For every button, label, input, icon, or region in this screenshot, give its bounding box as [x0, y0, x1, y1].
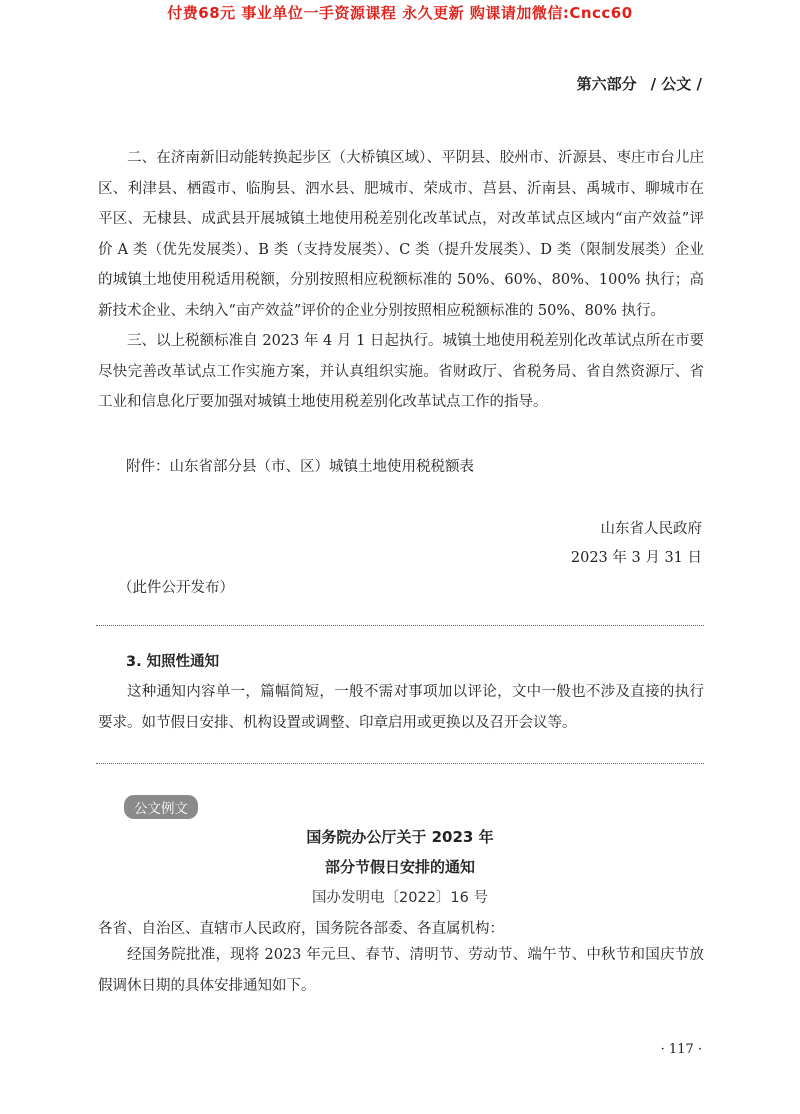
watermark-banner: 付费68元 事业单位一手资源课程 永久更新 购课请加微信:Cncc60 [167, 4, 633, 22]
issuer-signature: 山东省人民政府 [600, 521, 702, 537]
section-description: 这种通知内容单一，篇幅简短，一般不需对事项加以评论，文中一般也不涉及直接的执行要求。如节假日安排、机构设置或调整、印章启用或更换以及召开会议等。 [98, 684, 704, 731]
example-tag: 公文例文 [124, 795, 198, 819]
example-body: 经国务院批准，现将 2023 年元旦、春节、清明节、劳动节、端午节、中秋节和国庆节放假调休日期的具体安排通知如下。 [98, 947, 704, 994]
part-label: / 公文 / [650, 75, 702, 93]
example-title-line1: 国务院办公厅关于 2023 年 [306, 828, 494, 846]
example-title-line2: 部分节假日安排的通知 [324, 858, 475, 876]
page-number: · 117 · [660, 1042, 702, 1057]
addressee: 各省、自治区、直辖市人民政府，国务院各部委、各直属机构： [98, 921, 504, 937]
divider-top [96, 625, 704, 626]
running-header [577, 73, 702, 94]
divider-bottom [96, 763, 704, 764]
section-label: 第六部分 [576, 75, 637, 93]
attachment-line: 附件：山东省部分县（市、区）城镇土地使用税税额表 [126, 459, 474, 475]
publication-note: （此件公开发布） [118, 580, 234, 596]
section-heading: 3. 知照性通知 [126, 654, 220, 670]
issue-date: 2023 年 3 月 31 日 [570, 550, 702, 566]
paragraph-two: 二、在济南新旧动能转换起步区（大桥镇区域）、平阴县、胶州市、沂源县、枣庄市台儿庄区、利津县、栖霞市、临朐县、泗水县、肥城市、荣成市、莒县、沂南县、禹城市、聊城市在平区、无棣县、成武县开展城镇土地使用税差别化改革试点，对改革试点区域内“亩产效益”评价 A 类（优先发展类）、B 类（支持发展类）、C 类（提升发展类）、D 类（限制发展类）企业的城镇土地使用税适用税额，分别按照相应税额标准的 50%、60%、80%、100% 执行；高新技术企业、未纳入“亩产效益”评价的企业分别按照相应税额标准的 50%、80% 执行。 [98, 150, 704, 319]
document-number: 国办发明电〔2022〕16 号 [312, 890, 488, 906]
paragraph-three: 三、以上税额标准自 2023 年 4 月 1 日起执行。城镇土地使用税差别化改革试点所在市要尽快完善改革试点工作实施方案，并认真组织实施。省财政厅、省税务局、省自然资源厅、省工业和信息化厅要加强对城镇土地使用税差别化改革试点工作的指导。 [98, 333, 704, 410]
